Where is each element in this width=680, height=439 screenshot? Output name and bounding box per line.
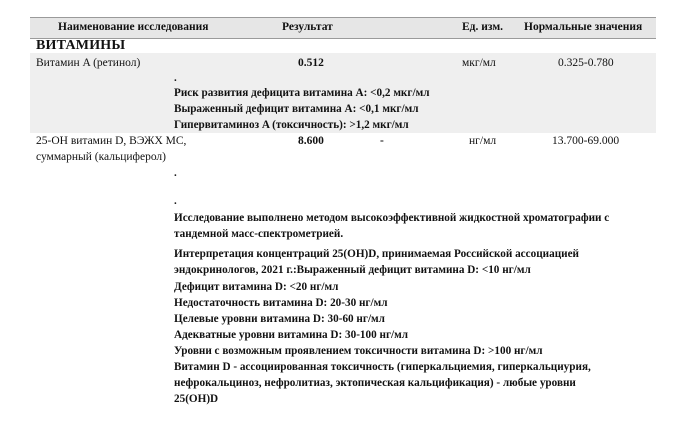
vitamin-d-note: нефрокальциноз, нефролитиаз, эктопическая кальцификация) - любые уровни <box>174 377 576 389</box>
vitamin-d-note: 25(OH)D <box>174 393 219 405</box>
vitamin-d-note: Целевые уровни витамина D: 30-60 нг/мл <box>174 313 385 325</box>
vitamin-a-note: Выраженный дефицит витамина A: <0,1 мкг/мл <box>174 103 419 115</box>
table-header <box>30 17 656 39</box>
header-test-name: Наименование исследования <box>58 21 209 33</box>
vitamin-d-result: 8.600 <box>298 135 324 147</box>
vitamin-d-note: Уровни с возможным проявлением токсичности витамина D: >100 нг/мл <box>174 345 543 357</box>
vitamin-d-note: Адекватные уровни витамина D: 30-100 нг/мл <box>174 329 409 341</box>
vitamin-d-note: Интерпретация концентраций 25(OH)D, принимаемая Российской ассоциацией <box>174 248 580 260</box>
vitamin-a-result: 0.512 <box>298 57 324 69</box>
vitamin-d-unit: нг/мл <box>469 135 497 147</box>
vitamin-d-note: Витамин D - ассоциированная токсичность (гиперкальциемия, гиперкальциурия, <box>174 361 591 373</box>
vitamin-a-name: Витамин A (ретинол) <box>36 57 141 69</box>
vitamin-d-name-line2: суммарный (кальциферол) <box>36 151 167 163</box>
vitamin-a-note: Гипервитаминоз A (токсичность): >1,2 мкг/мл <box>174 119 409 131</box>
vitamin-d-norm: 13.700-69.000 <box>552 135 620 147</box>
vitamin-d-note: эндокринологов, 2021 г.:Выраженный дефицит витамина D: <10 нг/мл <box>174 264 531 276</box>
vitamin-a-note: Риск развития дефицита витамина A: <0,2 мкг/мл <box>174 87 430 99</box>
vitamin-a-unit: мкг/мл <box>462 57 496 69</box>
vitamin-d-dot: . <box>174 195 177 207</box>
vitamin-d-note: тандемной масс-спектрометрией. <box>174 228 344 240</box>
vitamin-d-note: Дефицит витамина D: <20 нг/мл <box>174 281 339 293</box>
vitamin-d-note: Исследование выполнено методом высокоэффективной жидкостной хроматографии с <box>174 212 610 224</box>
vitamin-a-dot: . <box>174 72 177 84</box>
vitamin-d-name-line1: 25-OH витамин D, ВЭЖХ МС, <box>36 135 187 147</box>
vitamin-d-flag: - <box>380 135 384 147</box>
vitamin-d-note: Недостаточность витамина D: 20-30 нг/мл <box>174 297 388 309</box>
header-result: Результат <box>282 21 333 33</box>
header-unit: Ед. изм. <box>462 21 504 33</box>
vitamin-a-norm: 0.325-0.780 <box>558 57 614 69</box>
section-title: ВИТАМИНЫ <box>36 38 126 53</box>
header-norm: Нормальные значения <box>524 21 643 33</box>
vitamin-d-dot: . <box>174 167 177 179</box>
